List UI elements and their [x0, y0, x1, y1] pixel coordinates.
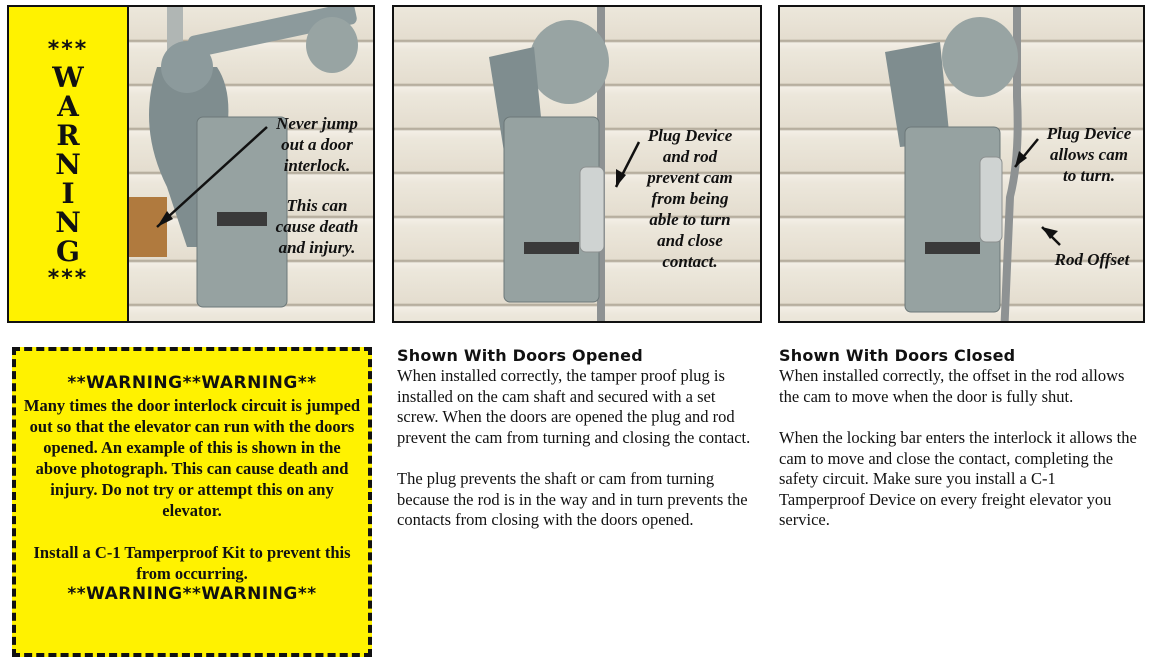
callout-line: This can [286, 196, 348, 215]
callout-line: prevent cam [647, 168, 733, 187]
doors-opened-paragraph-2: The plug prevents the shaft or cam from turning because the rod is in the way and in turn prevents the contacts from closing with the doors opened. [397, 469, 748, 529]
warning-letter: I [61, 176, 75, 210]
callout-line: able to turn [649, 210, 731, 229]
callout-line: Plug Device [1046, 124, 1132, 143]
warning-header-bottom: **WARNING**WARNING** [67, 584, 317, 604]
callout-line: and close [657, 231, 723, 250]
warning-letter: A [57, 89, 79, 123]
doors-opened-section [397, 346, 759, 531]
callout-line: to turn. [1063, 166, 1115, 185]
plug-device-allows-callout [1036, 123, 1142, 186]
callout-line: contact. [662, 252, 718, 271]
doors-opened-photo-panel [392, 5, 762, 323]
warning-letter: W [52, 60, 84, 94]
callout-line: Plug Device [647, 126, 733, 145]
warning-header-top: **WARNING**WARNING** [67, 373, 317, 393]
warning-install-note: Install a C-1 Tamperproof Kit to prevent this from occurring. [33, 543, 351, 583]
warning-letter: N [55, 147, 81, 181]
warning-body: Many times the door interlock circuit is jumped out so that the elevator can run with the doors opened. An example of this is shown in the above photograph. This can cause death and injury. Do not try or attempt this on any elevator. [23, 396, 361, 520]
callout-line: allows cam [1050, 145, 1128, 164]
doors-closed-paragraph-1: When installed correctly, the offset in the rod allows the cam to move when the door is fully shut. [779, 366, 1125, 406]
warning-box [12, 347, 372, 657]
jumped-interlock-photo-panel [7, 5, 375, 323]
plug-device-prevent-callout [636, 125, 744, 272]
warning-letter: G [56, 234, 80, 268]
doors-closed-title: Shown With Doors Closed [779, 346, 1016, 365]
jump-warning-callout [261, 113, 373, 176]
callout-line: from being [651, 189, 729, 208]
warning-letter: R [56, 118, 80, 152]
callout-line: and rod [662, 147, 718, 166]
doors-closed-paragraph-2: When the locking bar enters the interlock it allows the cam to move and close the contact, completing the safety circuit. Make sure you install a C-1 Tamperproof Device on every freight elevator you service. [779, 428, 1137, 529]
doors-opened-paragraph-1: When installed correctly, the tamper proof plug is installed on the cam shaft and secured with a set screw. When the doors are opened the plug and rod prevent the cam from turning and closing the contact. [397, 366, 751, 447]
callout-line: Never jump [276, 114, 358, 133]
callout-line: and injury. [278, 238, 356, 257]
death-injury-callout [261, 195, 373, 258]
callout-line: cause death [275, 217, 359, 236]
warning-stars-top: *** [47, 36, 89, 62]
warning-stars-bottom: *** [47, 265, 89, 291]
doors-closed-photo-panel [778, 5, 1145, 323]
callout-line: interlock. [283, 156, 351, 175]
rod-offset-callout: Rod Offset [1054, 250, 1130, 269]
doors-closed-section [779, 346, 1145, 531]
callout-line: out a door [281, 135, 353, 154]
warning-vertical-banner [9, 7, 129, 321]
doors-opened-title: Shown With Doors Opened [397, 346, 643, 365]
warning-letter: N [55, 205, 81, 239]
